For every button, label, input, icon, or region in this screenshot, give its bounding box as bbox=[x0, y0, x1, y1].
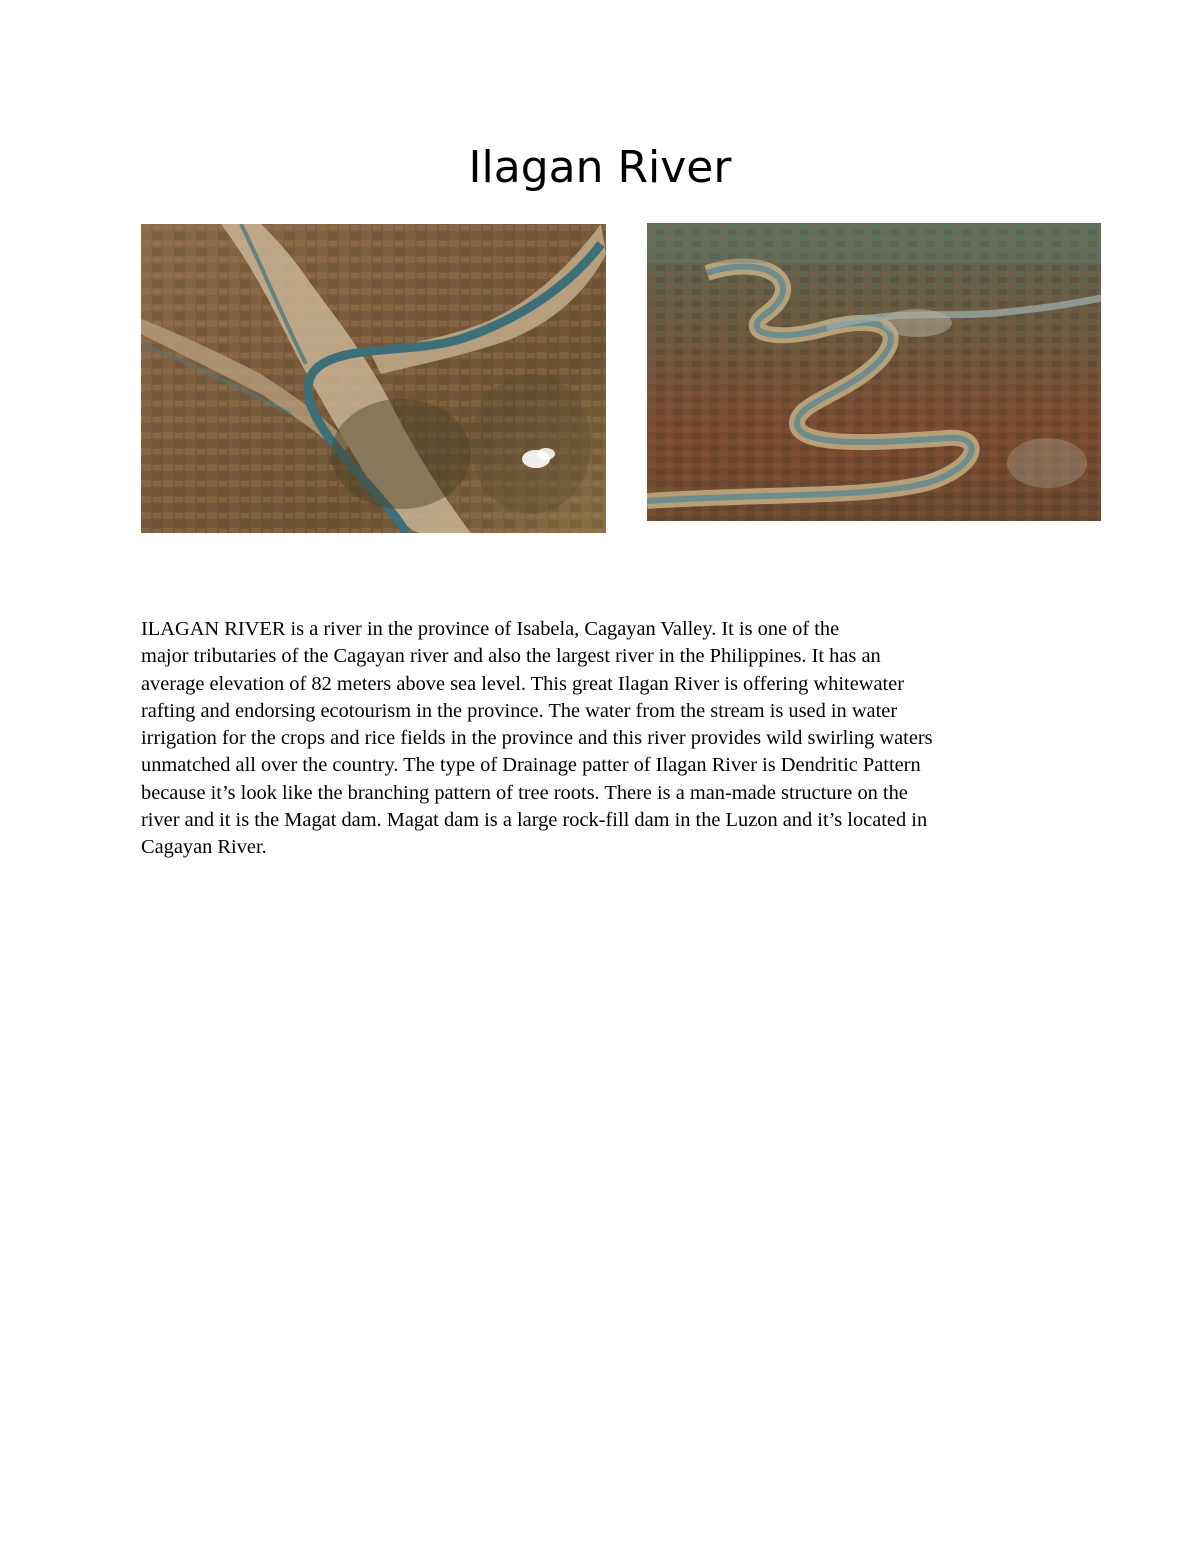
paragraph-line: major tributaries of the Cagayan river and also the largest river in the Philippines. It has an bbox=[141, 645, 881, 668]
paragraph-line: rafting and endorsing ecotourism in the province. The water from the stream is used in water bbox=[141, 699, 898, 722]
paragraph-line: average elevation of 82 meters above sea level. This great Ilagan River is offering whitewater bbox=[141, 672, 905, 695]
aerial-river-photo-right bbox=[647, 223, 1101, 521]
paragraph-line: unmatched all over the country. The type of Drainage patter of Ilagan River is Dendritic Pattern bbox=[141, 754, 921, 777]
aerial-river-photo-2-icon bbox=[647, 223, 1101, 521]
page-title: Ilagan River bbox=[468, 142, 732, 193]
aerial-river-photo-1-icon bbox=[141, 224, 606, 533]
paragraph-line: river and it is the Magat dam. Magat dam is a large rock-fill dam in the Luzon and it’s located in bbox=[141, 809, 928, 832]
paragraph-line: because it’s look like the branching pattern of tree roots. There is a man-made structure on the bbox=[141, 781, 908, 804]
paragraph-line: ILAGAN RIVER is a river in the province of Isabela, Cagayan Valley. It is one of the bbox=[141, 618, 840, 640]
paragraph-line: Cagayan River. bbox=[141, 836, 267, 859]
aerial-river-photo-left bbox=[141, 224, 606, 533]
body-paragraph bbox=[141, 616, 1061, 862]
paragraph-line: irrigation for the crops and rice fields in the province and this river provides wild swirling waters bbox=[141, 727, 933, 750]
